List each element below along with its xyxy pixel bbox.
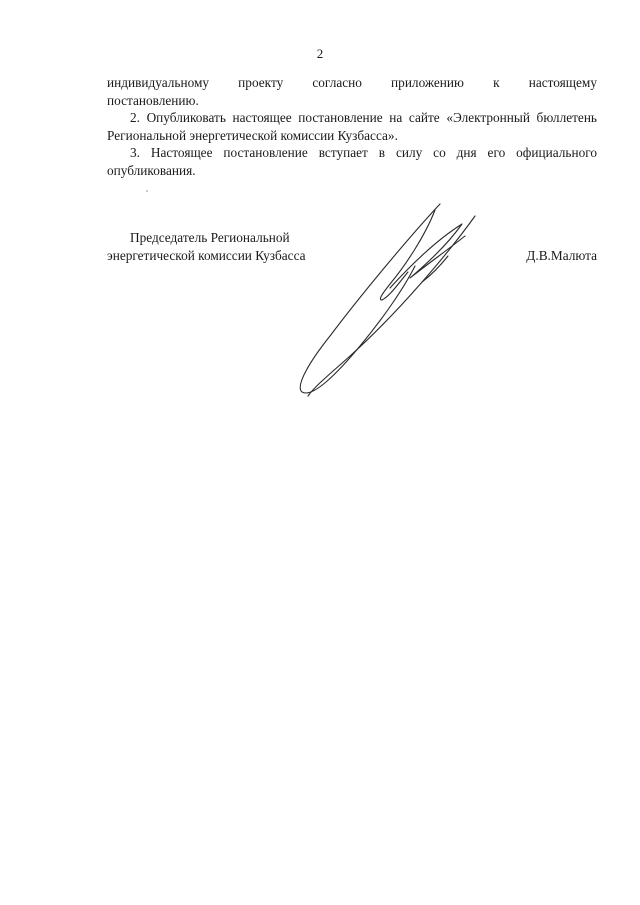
signature-stroke-inner <box>380 210 435 300</box>
signatory-title-line-2: энергетической комиссии Кузбасса <box>107 247 306 263</box>
paragraph-2: 2. Опубликовать настоящее постановление на сайте «Электронный бюллетень Региональной энергетической комиссии Кузбасса». <box>107 110 597 143</box>
page-number: 2 <box>316 46 324 61</box>
scan-speck <box>146 190 148 192</box>
paragraph-1-line-2: постановлению. <box>107 92 199 108</box>
signature-stroke-diagonal <box>308 216 475 396</box>
signature-stroke-loop <box>300 204 440 393</box>
paragraph-1-line-1: индивидуальному проекту согласно приложению к настоящему <box>107 75 597 90</box>
signatory-title-line-1: Председатель Региональной <box>130 230 290 245</box>
signature-stroke-zigzag <box>390 224 465 288</box>
paragraph-3: 3. Настоящее постановление вступает в силу со дня его официального опубликования. <box>107 145 597 178</box>
document-body <box>107 74 597 180</box>
handwritten-signature <box>290 196 480 401</box>
signatory-name: Д.В.Малюта <box>526 247 597 263</box>
